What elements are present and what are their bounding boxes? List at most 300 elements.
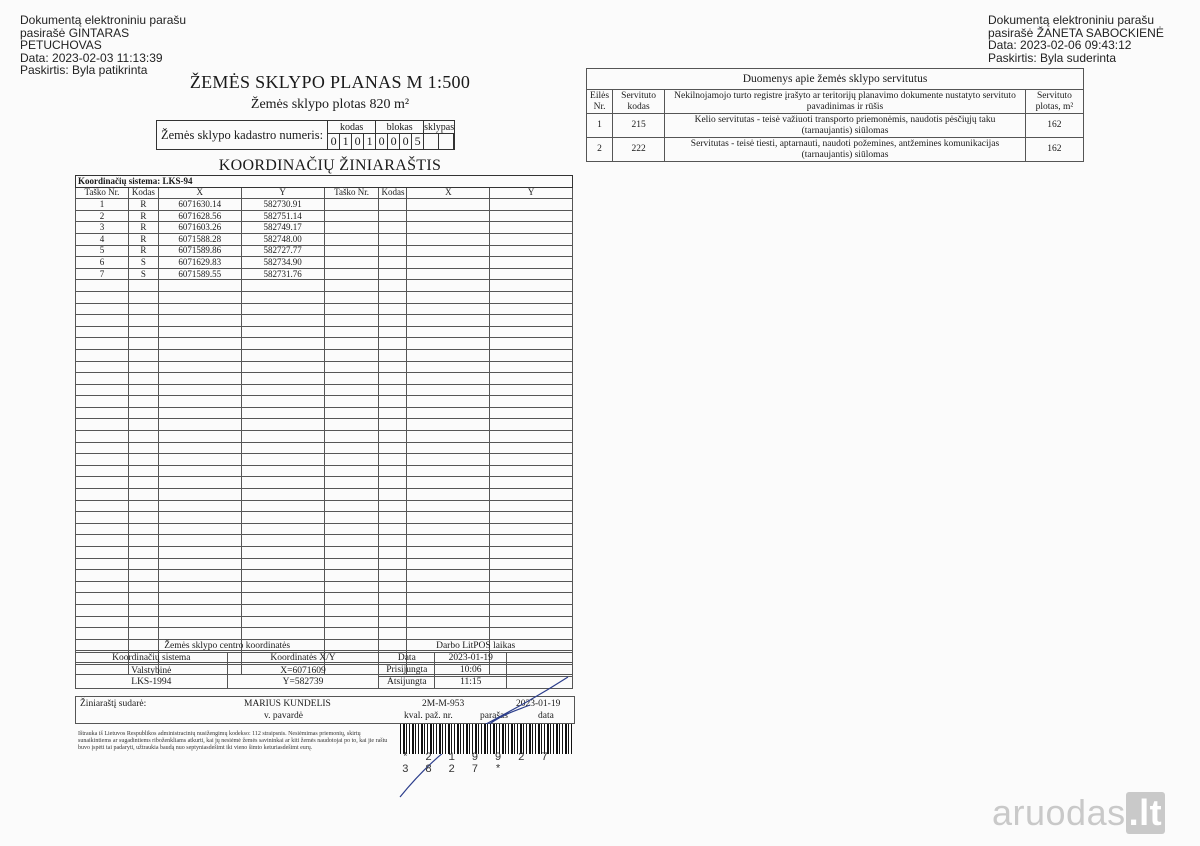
stamp-line: pasirašė ŽANETA SABOCKIENĖ: [988, 25, 1164, 40]
coord-cell: [76, 523, 129, 535]
coord-cell: [490, 593, 573, 605]
cadastral-digit: 0: [388, 134, 400, 150]
coord-cell: [407, 581, 490, 593]
coord-cell: [158, 384, 241, 396]
coord-cell: 582734.90: [241, 257, 324, 269]
coord-cell: [158, 581, 241, 593]
cadastral-digit: [424, 134, 439, 150]
coord-cell: [379, 222, 407, 234]
coord-cell: [379, 303, 407, 315]
servitude-cell: 2: [587, 138, 613, 162]
coord-cell: 6071629.83: [158, 257, 241, 269]
litpos-connected-label: Prisijungta: [379, 665, 435, 677]
stamp-line: Data: 2023-02-03 11:13:39: [20, 50, 163, 65]
coord-cell: [490, 291, 573, 303]
coord-cell: [128, 454, 158, 466]
coord-cell: [407, 338, 490, 350]
coord-cell: [241, 349, 324, 361]
coord-cell: [407, 373, 490, 385]
coord-cell: [379, 512, 407, 524]
cadastral-digit: 1: [340, 134, 352, 150]
coord-cell: [158, 616, 241, 628]
coord-row: [76, 489, 573, 501]
coord-row: [76, 257, 573, 269]
coord-cell: R: [128, 199, 158, 211]
coord-cell: [241, 465, 324, 477]
coord-cell: [76, 477, 129, 489]
coord-cell: [324, 303, 379, 315]
coord-cell: [490, 604, 573, 616]
center-x: X=6071609: [280, 665, 326, 676]
coord-cell: [76, 558, 129, 570]
license-caption: kval. paž. nr.: [404, 711, 453, 721]
coord-cell: 5: [76, 245, 129, 257]
prepared-label: Žiniaraštį sudarė:: [80, 699, 147, 709]
coord-cell: [379, 349, 407, 361]
coord-header-cell: Y: [490, 187, 573, 199]
coord-header-cell: Kodas: [128, 187, 158, 199]
coord-cell: [76, 593, 129, 605]
litpos-date: 2023-01-19: [435, 653, 507, 665]
coord-row: [76, 384, 573, 396]
coord-row: [76, 396, 573, 408]
servitudes-caption: Duomenys apie žemės sklypo servitutus: [587, 69, 1084, 90]
surveyor-name: MARIUS KUNDELIS: [244, 699, 331, 709]
coord-cell: [128, 535, 158, 547]
coord-cell: [241, 535, 324, 547]
cadastral-digit: 1: [364, 134, 376, 150]
center-title: Žemės sklypo centro koordinatės: [76, 641, 379, 653]
coord-cell: [379, 547, 407, 559]
coord-cell: [407, 396, 490, 408]
coord-cell: [379, 558, 407, 570]
cadastral-digit: 0: [328, 134, 340, 150]
coord-cell: [158, 570, 241, 582]
coord-row: [76, 349, 573, 361]
coord-cell: [158, 547, 241, 559]
coord-cell: S: [128, 268, 158, 280]
coord-cell: [241, 419, 324, 431]
coord-cell: [158, 326, 241, 338]
coord-cell: [407, 616, 490, 628]
coord-cell: [490, 233, 573, 245]
coord-cell: [76, 349, 129, 361]
servitude-cell: 222: [613, 138, 665, 162]
cadastral-blokas-header: blokas: [376, 121, 424, 134]
coord-cell: [76, 489, 129, 501]
center-system-line: LKS-1994: [131, 676, 172, 687]
coord-cell: [379, 500, 407, 512]
coord-cell: [158, 303, 241, 315]
coord-cell: R: [128, 210, 158, 222]
servitudes-table: [586, 68, 1084, 162]
coord-header-cell: X: [407, 187, 490, 199]
coord-cell: 6: [76, 257, 129, 269]
coord-cell: [379, 233, 407, 245]
coord-cell: [407, 442, 490, 454]
coord-cell: [324, 315, 379, 327]
coord-row: [76, 373, 573, 385]
coord-header-cell: X: [158, 187, 241, 199]
coord-cell: [76, 431, 129, 443]
coord-cell: [76, 373, 129, 385]
cadastral-digit: [439, 134, 454, 150]
servitude-row: [587, 138, 1084, 162]
coord-row: [76, 628, 573, 640]
coord-cell: [490, 373, 573, 385]
coord-row: [76, 500, 573, 512]
coord-cell: [241, 616, 324, 628]
watermark-badge: .lt: [1126, 792, 1166, 834]
coord-cell: [324, 523, 379, 535]
coord-cell: [241, 373, 324, 385]
coord-cell: [158, 407, 241, 419]
coord-cell: [324, 233, 379, 245]
coord-cell: [407, 245, 490, 257]
coord-cell: [379, 570, 407, 582]
coord-cell: [490, 570, 573, 582]
coord-cell: [76, 500, 129, 512]
coord-cell: [490, 257, 573, 269]
coord-cell: [324, 396, 379, 408]
coord-cell: [241, 291, 324, 303]
date-caption: data: [538, 711, 554, 721]
coord-cell: [379, 442, 407, 454]
signature-stamp-left: [20, 14, 186, 77]
coord-cell: 2: [76, 210, 129, 222]
coord-cell: [128, 280, 158, 292]
coord-cell: [76, 280, 129, 292]
coordinate-system: Koordinačių sistema: LKS-94: [76, 176, 573, 188]
coord-cell: [490, 628, 573, 640]
coord-cell: [158, 419, 241, 431]
coord-cell: [379, 245, 407, 257]
coord-row: [76, 523, 573, 535]
coord-cell: [407, 315, 490, 327]
coord-cell: [490, 442, 573, 454]
coord-cell: [128, 384, 158, 396]
coord-cell: [407, 465, 490, 477]
aruodas-watermark: [992, 792, 1165, 834]
coord-cell: [324, 558, 379, 570]
coord-cell: [241, 547, 324, 559]
coord-cell: [241, 361, 324, 373]
coord-row: [76, 465, 573, 477]
coord-cell: [379, 315, 407, 327]
coord-cell: [324, 454, 379, 466]
coord-cell: [324, 326, 379, 338]
coord-cell: 6071589.55: [158, 268, 241, 280]
coord-cell: [407, 535, 490, 547]
coord-cell: [241, 384, 324, 396]
coord-cell: [128, 581, 158, 593]
coord-cell: [324, 477, 379, 489]
center-system-line: Valstybinė: [131, 665, 172, 676]
coord-row: [76, 268, 573, 280]
coord-cell: [76, 361, 129, 373]
signature-stamp-right: [988, 14, 1164, 64]
coord-cell: [490, 477, 573, 489]
coord-cell: [407, 570, 490, 582]
coord-cell: [324, 257, 379, 269]
servitude-header-cell: Nekilnojamojo turto registre įrašyto ar teritorijų planavimo dokumente nustatyto servituto pavadinimas ir rūšis: [665, 90, 1026, 114]
coord-cell: [490, 500, 573, 512]
litpos-disconnected-label: Atsijungta: [379, 677, 435, 689]
coord-cell: [324, 245, 379, 257]
coord-cell: [379, 581, 407, 593]
coord-cell: [324, 593, 379, 605]
coord-row: [76, 512, 573, 524]
coord-cell: [128, 547, 158, 559]
coord-cell: [128, 303, 158, 315]
coord-cell: [128, 616, 158, 628]
coord-cell: [379, 604, 407, 616]
coord-cell: [128, 315, 158, 327]
coord-cell: [407, 489, 490, 501]
cadastral-digit: [454, 134, 455, 150]
coord-cell: [128, 523, 158, 535]
plot-area: Žemės sklypo plotas 820 m²: [250, 97, 410, 112]
coord-cell: [379, 396, 407, 408]
coord-cell: [158, 465, 241, 477]
coord-cell: [379, 431, 407, 443]
coord-header-cell: Y: [241, 187, 324, 199]
coord-row: [76, 581, 573, 593]
coord-cell: [407, 593, 490, 605]
coord-cell: [158, 349, 241, 361]
coord-cell: [407, 280, 490, 292]
coord-cell: 582727.77: [241, 245, 324, 257]
coord-cell: [128, 373, 158, 385]
coord-cell: [241, 407, 324, 419]
cadastral-digit: 5: [412, 134, 424, 150]
coord-cell: [324, 280, 379, 292]
coord-row: [76, 222, 573, 234]
coord-cell: [241, 338, 324, 350]
plan-title: ŽEMĖS SKLYPO PLANAS M 1:500: [189, 72, 471, 92]
coord-cell: [158, 500, 241, 512]
coord-cell: [490, 512, 573, 524]
stamp-line: pasirašė GINTARAS: [20, 25, 130, 40]
coord-cell: 4: [76, 233, 129, 245]
stamp-line: PETUCHOVAS: [20, 38, 102, 52]
watermark-text: aruodas: [992, 792, 1126, 833]
coord-cell: [76, 547, 129, 559]
coord-cell: [490, 407, 573, 419]
coord-cell: [128, 593, 158, 605]
coord-cell: [407, 431, 490, 443]
coord-cell: [324, 384, 379, 396]
coord-cell: [76, 570, 129, 582]
coord-cell: [490, 396, 573, 408]
coord-cell: [490, 547, 573, 559]
coord-cell: [379, 338, 407, 350]
coord-cell: [128, 570, 158, 582]
coord-row: [76, 535, 573, 547]
coord-cell: [76, 407, 129, 419]
coord-cell: [379, 477, 407, 489]
coord-cell: [407, 628, 490, 640]
coord-cell: [324, 489, 379, 501]
coord-header-cell: Taško Nr.: [324, 187, 379, 199]
coord-cell: [324, 535, 379, 547]
coord-cell: [379, 616, 407, 628]
coord-cell: [490, 465, 573, 477]
coord-cell: [76, 326, 129, 338]
coord-cell: R: [128, 233, 158, 245]
license-number: 2M-M-953: [422, 699, 465, 709]
servitude-cell: 215: [613, 114, 665, 138]
cadastral-sklypas-header: sklypas: [424, 121, 455, 133]
coord-cell: [407, 326, 490, 338]
coord-cell: [324, 500, 379, 512]
coord-cell: 6071589.86: [158, 245, 241, 257]
coord-cell: 6071588.28: [158, 233, 241, 245]
servitude-cell: Kelio servitutas - teisė važiuoti transporto priemonėmis, naudotis pėsčiųjų taku (tarnaujantis) siūlomas: [665, 114, 1026, 138]
litpos-connected: 10:06: [435, 665, 507, 677]
coord-cell: [158, 477, 241, 489]
coord-cell: [158, 431, 241, 443]
coord-cell: [128, 442, 158, 454]
coord-cell: [241, 396, 324, 408]
coord-cell: [490, 489, 573, 501]
servitude-row: [587, 114, 1084, 138]
coord-cell: [407, 291, 490, 303]
stamp-line: Dokumentą elektroniniu parašu: [20, 13, 187, 27]
coord-cell: [158, 338, 241, 350]
coord-cell: [379, 210, 407, 222]
coord-cell: [158, 535, 241, 547]
coord-cell: [241, 523, 324, 535]
coord-cell: [158, 558, 241, 570]
coord-cell: [76, 384, 129, 396]
cadastral-number-table: [156, 120, 455, 150]
servitude-cell: 1: [587, 114, 613, 138]
coord-cell: [379, 523, 407, 535]
coord-cell: [128, 558, 158, 570]
coord-cell: [490, 222, 573, 234]
coord-cell: 3: [76, 222, 129, 234]
coord-cell: [490, 303, 573, 315]
coord-cell: [379, 199, 407, 211]
coord-cell: [158, 604, 241, 616]
coord-cell: [490, 280, 573, 292]
center-coords-header: Koordinatės X/Y: [227, 653, 379, 665]
coord-cell: [324, 210, 379, 222]
coord-cell: [76, 581, 129, 593]
coord-cell: [490, 326, 573, 338]
coord-cell: [324, 361, 379, 373]
coord-cell: [407, 500, 490, 512]
coord-cell: 7: [76, 268, 129, 280]
coord-cell: [158, 361, 241, 373]
coord-cell: [324, 419, 379, 431]
coord-cell: [158, 396, 241, 408]
coord-cell: [158, 280, 241, 292]
coord-cell: 582751.14: [241, 210, 324, 222]
coordinates-title: KOORDINAČIŲ ŽINIARAŠTIS: [218, 157, 442, 174]
coord-row: [76, 199, 573, 211]
coord-cell: [490, 523, 573, 535]
coord-cell: [407, 349, 490, 361]
coord-cell: [490, 616, 573, 628]
coord-cell: [241, 326, 324, 338]
coord-cell: [76, 628, 129, 640]
servitude-header-cell: Servituto kodas: [613, 90, 665, 114]
coord-cell: [241, 593, 324, 605]
coord-cell: [490, 349, 573, 361]
coord-cell: [241, 558, 324, 570]
coord-header-cell: Taško Nr.: [76, 187, 129, 199]
sign-caption: parašas: [480, 711, 508, 721]
coord-cell: [324, 547, 379, 559]
coord-row: [76, 291, 573, 303]
coord-cell: [76, 396, 129, 408]
coord-cell: [324, 616, 379, 628]
coord-row: [76, 338, 573, 350]
coord-cell: [128, 628, 158, 640]
coord-row: [76, 407, 573, 419]
coord-cell: [324, 291, 379, 303]
coord-cell: [76, 535, 129, 547]
stamp-line: Dokumentą elektroniniu parašu: [988, 13, 1155, 27]
coord-cell: [128, 361, 158, 373]
legal-footnote: Ištrauka iš Lietuvos Respublikos administracinių nusižengimų kodekso: 112 straipsnis. Nesiėmimas priemonių, skirtų sunaikintiems ar sugadintiems riboženkliams atkurti, kai jų nesiėmė žemės savininkai ar kiti žemės naudotojai po to, kai jie raštu buvo įspėti tai padaryti, užtraukia baudą nuo septyniasdešimt iki vieno šimto keturiasdešimt eurų.: [78, 731, 388, 751]
coord-cell: [407, 558, 490, 570]
coord-row: [76, 315, 573, 327]
coord-row: [76, 547, 573, 559]
coord-cell: [128, 465, 158, 477]
coord-cell: [158, 593, 241, 605]
coord-cell: [241, 280, 324, 292]
coord-cell: [407, 547, 490, 559]
coord-cell: [379, 384, 407, 396]
cadastral-digit: 0: [352, 134, 364, 150]
servitude-header-cell: Servituto plotas, m²: [1025, 90, 1083, 114]
coord-cell: [241, 477, 324, 489]
coord-cell: [241, 570, 324, 582]
coord-cell: [76, 616, 129, 628]
cadastral-kodas-header: kodas: [328, 121, 376, 134]
coord-cell: [128, 407, 158, 419]
coord-cell: [379, 291, 407, 303]
coord-cell: [241, 628, 324, 640]
coord-header-cell: Kodas: [379, 187, 407, 199]
coord-cell: [158, 512, 241, 524]
coord-cell: [407, 361, 490, 373]
coord-cell: 582731.76: [241, 268, 324, 280]
cadastral-digit: 0: [400, 134, 412, 150]
coord-cell: 6071628.56: [158, 210, 241, 222]
coord-cell: [324, 222, 379, 234]
coord-cell: [128, 500, 158, 512]
coord-cell: [128, 431, 158, 443]
signature-date: 2023-01-19: [516, 699, 561, 709]
servitude-cell: 162: [1025, 114, 1083, 138]
coord-cell: [379, 268, 407, 280]
center-system-header: Koordinačių sistema: [76, 653, 228, 665]
barcode: [400, 724, 572, 754]
coord-cell: 582749.17: [241, 222, 324, 234]
coord-cell: [158, 442, 241, 454]
coord-cell: [241, 581, 324, 593]
coord-cell: [407, 454, 490, 466]
coord-row: [76, 477, 573, 489]
servitude-cell: Servitutas - teisė tiesti, aptarnauti, naudoti požemines, antžemines komunikacijas (tarnaujantis) siūlomas: [665, 138, 1026, 162]
coord-cell: [76, 465, 129, 477]
coord-cell: [379, 361, 407, 373]
coord-cell: [324, 465, 379, 477]
